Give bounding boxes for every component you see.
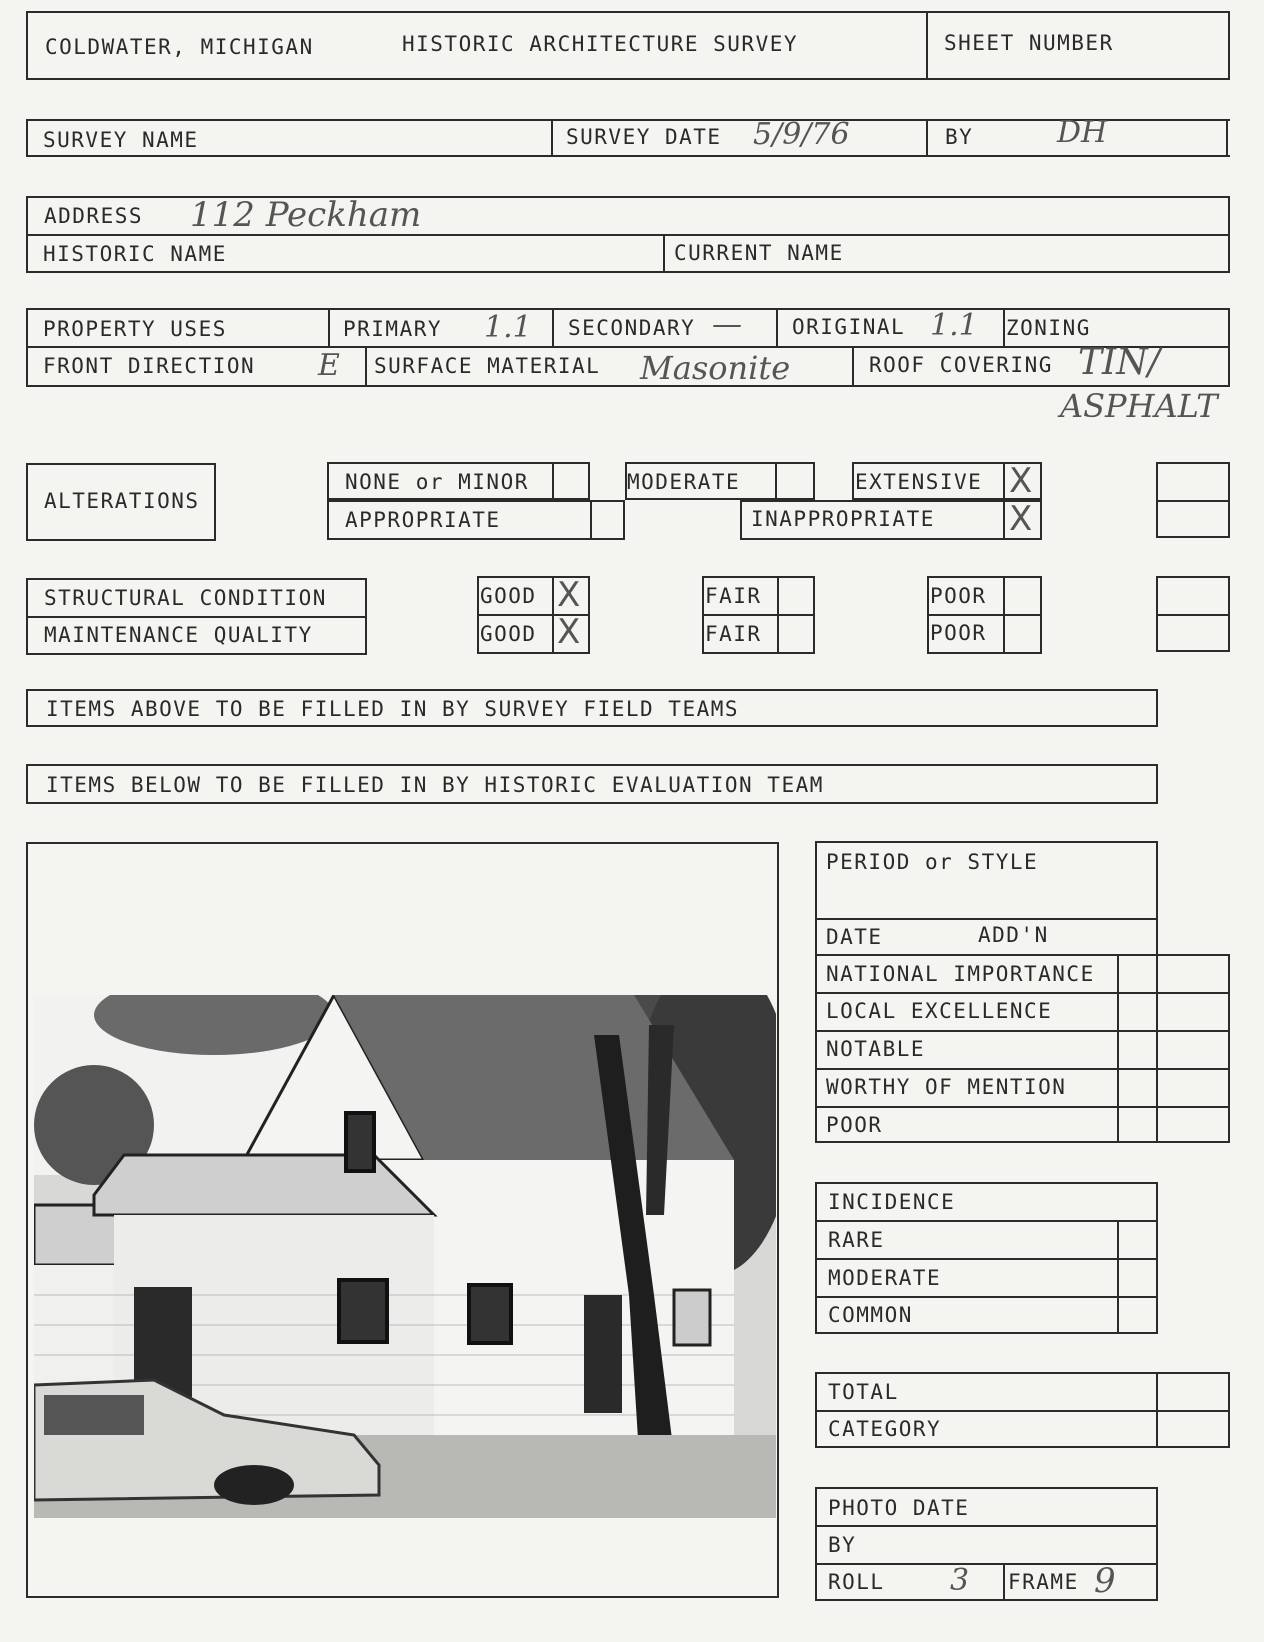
maintenance-quality-label: MAINTENANCE QUALITY — [44, 623, 313, 647]
primary-label: PRIMARY — [343, 317, 443, 341]
none-minor-label: NONE or MINOR — [345, 470, 529, 494]
maintenance-good-mark: X — [557, 612, 581, 652]
alterations-score-divider — [1156, 500, 1230, 502]
property-uses-label: PROPERTY USES — [43, 317, 227, 341]
eval-row-worthy: WORTHY OF MENTION — [826, 1075, 1067, 1099]
photo-by-label: BY — [828, 1533, 857, 1557]
photo-info-col-divider — [1003, 1563, 1005, 1601]
city-label: COLDWATER, MICHIGAN — [45, 35, 314, 59]
survey-divider-2 — [926, 119, 928, 157]
roll-label: ROLL — [828, 1570, 885, 1594]
eval-line-4 — [815, 1030, 1229, 1032]
secondary-value: — — [712, 307, 742, 342]
roof-covering-value-1: TIN/ — [1078, 342, 1160, 383]
property-divider — [26, 346, 1230, 348]
survey-right-edge — [1226, 119, 1228, 157]
form-title: HISTORIC ARCHITECTURE SURVEY — [402, 32, 799, 56]
original-value: 1.1 — [930, 308, 978, 343]
incidence-line-1 — [815, 1220, 1158, 1222]
eval-line-3 — [815, 992, 1229, 994]
roll-value: 3 — [950, 1563, 970, 1598]
structural-condition-label: STRUCTURAL CONDITION — [44, 586, 327, 610]
maintenance-poor-label: POOR — [930, 621, 987, 645]
survey-by-value: DH — [1057, 115, 1108, 150]
eval-line-5 — [815, 1068, 1229, 1070]
primary-value: 1.1 — [484, 310, 532, 345]
address-divider-v — [663, 234, 665, 273]
none-checkbox-divider — [552, 462, 554, 500]
property-v5 — [365, 346, 367, 387]
original-label: ORIGINAL — [792, 315, 906, 339]
eval-row-notable: NOTABLE — [826, 1037, 926, 1061]
address-value: 112 Peckham — [190, 195, 422, 235]
incidence-col-divider — [1117, 1220, 1119, 1334]
condition-score-divider — [1156, 614, 1230, 616]
extensive-mark: X — [1009, 461, 1033, 501]
extensive-checkbox-divider — [1003, 462, 1005, 500]
items-below-note: ITEMS BELOW TO BE FILLED IN BY HISTORIC EVALUATION TEAM — [46, 773, 824, 797]
eval-score-col-divider — [1156, 954, 1158, 1143]
poor-checkbox-divider — [1003, 576, 1005, 654]
surface-material-label: SURFACE MATERIAL — [374, 354, 601, 378]
survey-date-value: 5/9/76 — [753, 117, 850, 152]
survey-name-label: SURVEY NAME — [43, 128, 199, 152]
eval-addn-label: ADD'N — [978, 923, 1049, 947]
zoning-label: ZONING — [1006, 316, 1091, 340]
total-line — [815, 1410, 1230, 1412]
period-style-label: PERIOD or STYLE — [826, 850, 1039, 874]
eval-row-national: NATIONAL IMPORTANCE — [826, 962, 1095, 986]
frame-value: 9 — [1094, 1561, 1116, 1601]
roof-covering-value-2: ASPHALT — [1060, 387, 1218, 425]
alterations-label: ALTERATIONS — [44, 489, 200, 513]
appropriate-label: APPROPRIATE — [345, 508, 501, 532]
survey-by-label: BY — [945, 125, 974, 149]
incidence-moderate: MODERATE — [828, 1266, 942, 1290]
total-label: TOTAL — [828, 1380, 899, 1404]
incidence-label: INCIDENCE — [828, 1190, 956, 1214]
photo-info-line-1 — [815, 1525, 1158, 1527]
property-v2 — [552, 308, 554, 346]
eval-date-label: DATE — [826, 925, 883, 949]
moderate-checkbox-divider — [775, 462, 777, 500]
survey-divider-1 — [551, 119, 553, 157]
good-checkbox-divider — [552, 576, 554, 654]
items-above-note: ITEMS ABOVE TO BE FILLED IN BY SURVEY FIELD TEAMS — [46, 697, 740, 721]
incidence-common: COMMON — [828, 1303, 913, 1327]
property-v3 — [776, 308, 778, 346]
house-photo — [34, 995, 776, 1518]
eval-row-poor: POOR — [826, 1113, 883, 1137]
address-label: ADDRESS — [44, 204, 144, 228]
structural-good-mark: X — [557, 575, 581, 615]
inappropriate-label: INAPPROPRIATE — [751, 507, 935, 531]
maintenance-good-label: GOOD — [480, 622, 537, 646]
maintenance-fair-label: FAIR — [705, 622, 762, 646]
surface-material-value: Masonite — [640, 349, 791, 387]
historic-name-label: HISTORIC NAME — [43, 242, 227, 266]
eval-row-local: LOCAL EXCELLENCE — [826, 999, 1053, 1023]
current-name-label: CURRENT NAME — [674, 241, 844, 265]
incidence-line-3 — [815, 1296, 1158, 1298]
condition-divider — [26, 616, 367, 618]
property-v1 — [328, 308, 330, 346]
survey-date-label: SURVEY DATE — [566, 125, 722, 149]
category-label: CATEGORY — [828, 1417, 942, 1441]
fair-divider — [702, 614, 815, 616]
structural-fair-label: FAIR — [705, 584, 762, 608]
front-direction-label: FRONT DIRECTION — [43, 354, 256, 378]
roof-covering-label: ROOF COVERING — [869, 353, 1053, 377]
inappropriate-mark: X — [1009, 499, 1033, 539]
appropriate-checkbox-divider — [590, 500, 592, 540]
sheet-number-label: SHEET NUMBER — [944, 31, 1114, 55]
incidence-line-2 — [815, 1258, 1158, 1260]
secondary-label: SECONDARY — [568, 316, 696, 340]
photo-date-label: PHOTO DATE — [828, 1496, 970, 1520]
extensive-label: EXTENSIVE — [855, 470, 983, 494]
eval-line-1 — [815, 918, 1158, 920]
fair-checkbox-divider — [777, 576, 779, 654]
structural-poor-label: POOR — [930, 584, 987, 608]
inappropriate-checkbox-divider — [1003, 500, 1005, 540]
incidence-rare: RARE — [828, 1228, 885, 1252]
structural-good-label: GOOD — [480, 584, 537, 608]
eval-line-6 — [815, 1106, 1229, 1108]
frame-label: FRAME — [1008, 1570, 1079, 1594]
property-v6 — [852, 346, 854, 387]
header-divider — [926, 11, 928, 80]
total-col-divider — [1156, 1372, 1158, 1448]
poor-divider — [927, 614, 1042, 616]
moderate-label: MODERATE — [627, 470, 741, 494]
house-photo-image — [34, 995, 776, 1518]
property-v4 — [1003, 308, 1005, 346]
front-direction-value: E — [318, 348, 340, 383]
eval-score-col — [1117, 954, 1230, 1143]
